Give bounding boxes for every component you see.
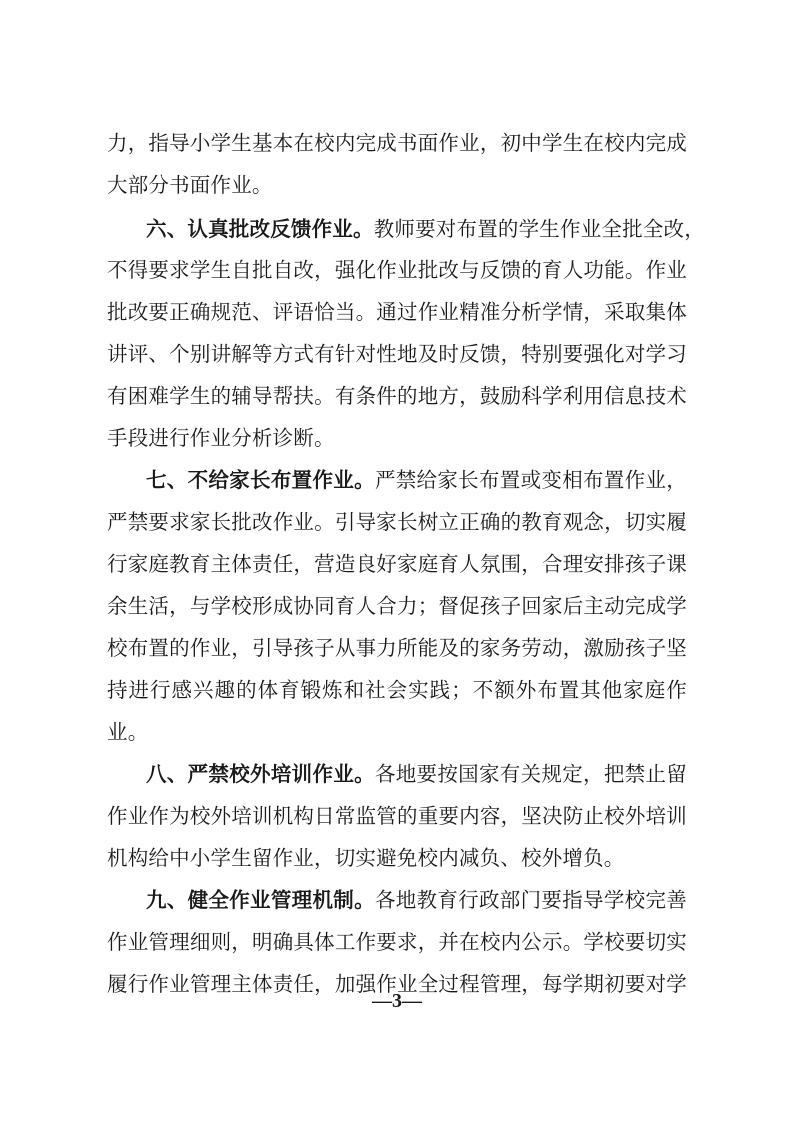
text-line: 校布置的作业，引导孩子从事力所能及的家务劳动，激励孩子坚	[107, 636, 687, 660]
text-line: 作业作为校外培训机构日常监管的重要内容，坚决防止校外培训	[107, 804, 687, 828]
page-number: —3—	[372, 990, 422, 1012]
text-line: 大部分书面作业。	[107, 173, 273, 197]
section-6-line: 六、认真批改反馈作业。教师要对布置的学生作业全批全改，	[146, 217, 705, 241]
text-line: 批改要正确规范、评语恰当。通过作业精准分析学情，采取集体	[107, 300, 687, 324]
section-9-line: 九、健全作业管理机制。各地教育行政部门要指导学校完善	[146, 888, 688, 912]
text-line: 作业管理细则，明确具体工作要求，并在校内公示。学校要切实	[107, 930, 687, 954]
text-line: 余生活，与学校形成协同育人合力；督促孩子回家后主动完成学	[107, 594, 687, 618]
text-line: 手段进行作业分析诊断。	[107, 426, 335, 450]
text-line: 行家庭教育主体责任，营造良好家庭育人氛围，合理安排孩子课	[107, 552, 687, 576]
text-line: 不得要求学生自批自改，强化作业批改与反馈的育人功能。作业	[107, 258, 687, 282]
text-line: 持进行感兴趣的体育锻炼和社会实践；不额外布置其他家庭作	[107, 678, 687, 702]
section-9-heading: 九、健全作业管理机制。	[146, 888, 375, 912]
section-8-line: 八、严禁校外培训作业。各地要按国家有关规定，把禁止留	[146, 762, 688, 786]
text-line: 讲评、个别讲解等方式有针对性地及时反馈，特别要强化对学习	[107, 342, 687, 366]
text-line: 严禁要求家长批改作业。引导家长树立正确的教育观念，切实履	[107, 510, 687, 534]
section-6-heading: 六、认真批改反馈作业。	[146, 217, 374, 241]
text-line: 业。	[107, 720, 149, 744]
text-line: 力，指导小学生基本在校内完成书面作业，初中学生在校内完成	[107, 131, 687, 155]
section-7-heading: 七、不给家长布置作业。	[146, 468, 375, 492]
section-7-line: 七、不给家长布置作业。严禁给家长布置或变相布置作业，	[146, 468, 688, 492]
text-line: 有困难学生的辅导帮扶。有条件的地方，鼓励科学利用信息技术	[107, 384, 687, 408]
text-line: 履行作业管理主体责任，加强作业全过程管理，每学期初要对学	[107, 972, 687, 996]
section-8-heading: 八、严禁校外培训作业。	[146, 762, 375, 786]
text-line: 机构给中小学生留作业，切实避免校内减负、校外增负。	[107, 846, 625, 870]
